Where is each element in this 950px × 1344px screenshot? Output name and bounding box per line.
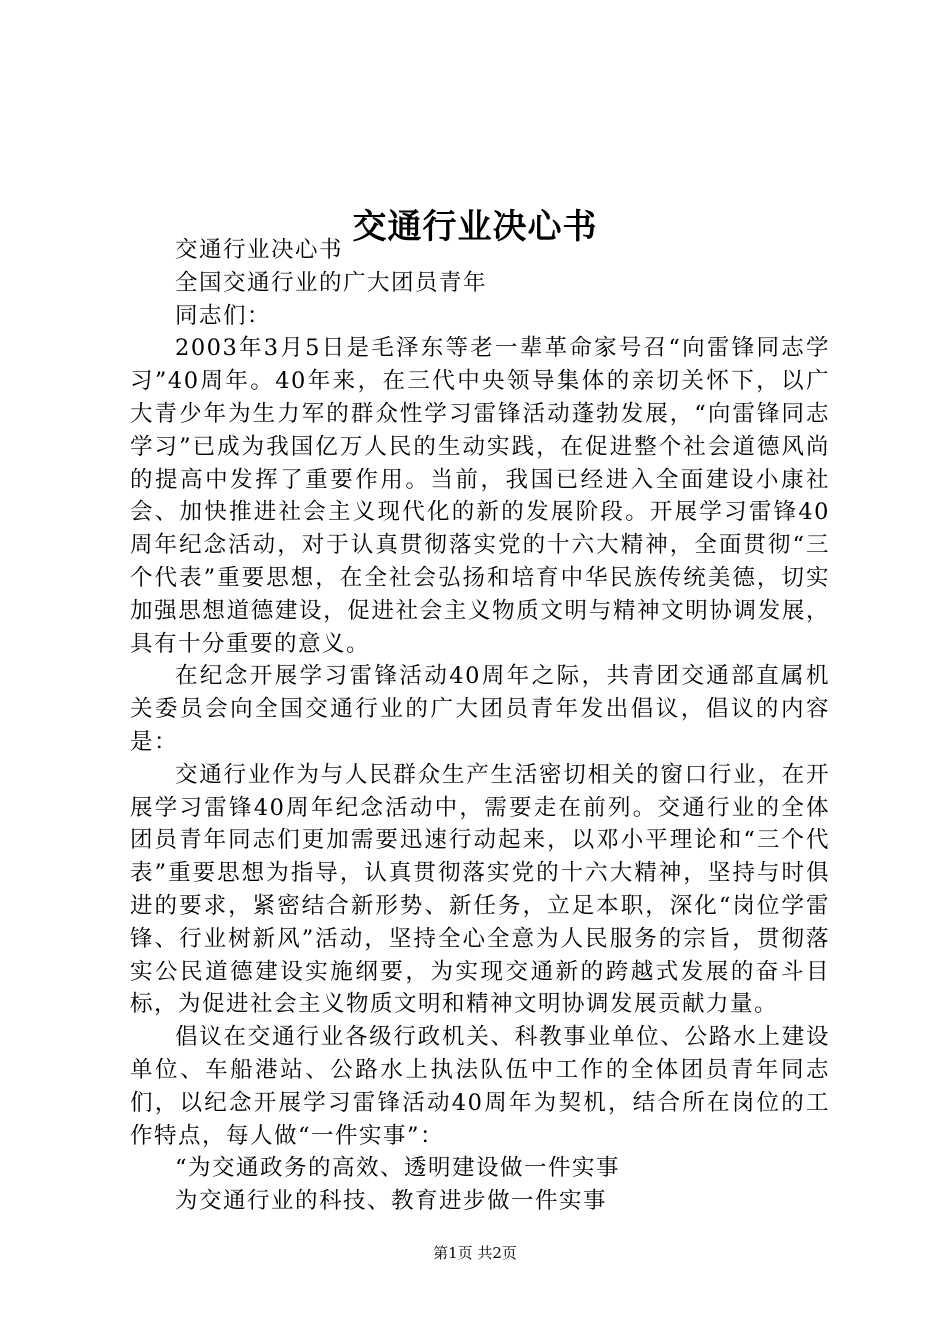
body-paragraph: 全国交通行业的广大团员青年 (175, 269, 488, 296)
body-paragraph: 倡议在交通行业各级行政机关、科教事业单位、公路水上建设单位、车船港站、公路水上执法队伍中工作的全体团员青年同志们，以纪念开展学习雷锋活动40周年为契机，结合所在岗位的工作特点，每人做“一件实事”： (130, 1024, 830, 1149)
body-paragraph: “为交通政务的高效、透明建设做一件实事 (175, 1155, 621, 1182)
body-paragraph: 同志们： (175, 302, 272, 329)
document-title: 交通行业决心书 (352, 206, 598, 247)
body-paragraph: 2003年3月5日是毛泽东等老一辈革命家号召“向雷锋同志学习”40周年。40年来，在三代中央领导集体的亲切关怀下，以广大青少年为生力军的群众性学习雷锋活动蓬勃发展，“向雷锋同志学习”已成为我国亿万人民的生动实践，在促进整个社会道德风尚的提高中发挥了重要作用。当前，我国已经进入全面建设小康社会、加快推进社会主义现代化的新的发展阶段。开展学习雷锋40周年纪念活动，对于认真贯彻落实党的十六大精神，全面贯彻“三个代表”重要思想，在全社会弘扬和培育中华民族传统美德，切实加强思想道德建设，促进社会主义物质文明与精神文明协调发展，具有十分重要的意义。 (130, 335, 830, 657)
body-paragraph: 在纪念开展学习雷锋活动40周年之际，共青团交通部直属机关委员会向全国交通行业的广大团员青年发出倡议，倡议的内容是： (130, 663, 830, 755)
body-paragraph: 交通行业决心书 (175, 237, 344, 263)
body-paragraph: 为交通行业的科技、教育进步做一件实事 (175, 1188, 608, 1215)
document-body (130, 234, 830, 1218)
page-number-footer: 第1页 共2页 (433, 1244, 517, 1262)
body-paragraph: 交通行业作为与人民群众生产生活密切相关的窗口行业，在开展学习雷锋40周年纪念活动中，需要走在前列。交通行业的全体团员青年同志们更加需要迅速行动起来，以邓小平理论和“三个代表”重要思想为指导，认真贯彻落实党的十六大精神，坚持与时俱进的要求，紧密结合新形势、新任务，立足本职，深化“岗位学雷锋、行业树新风”活动，坚持全心全意为人民服务的宗旨，贯彻落实公民道德建设实施纲要，为实现交通新的跨越式发展的奋斗目标，为促进社会主义物质文明和精神文明协调发展贡献力量。 (130, 761, 830, 1018)
